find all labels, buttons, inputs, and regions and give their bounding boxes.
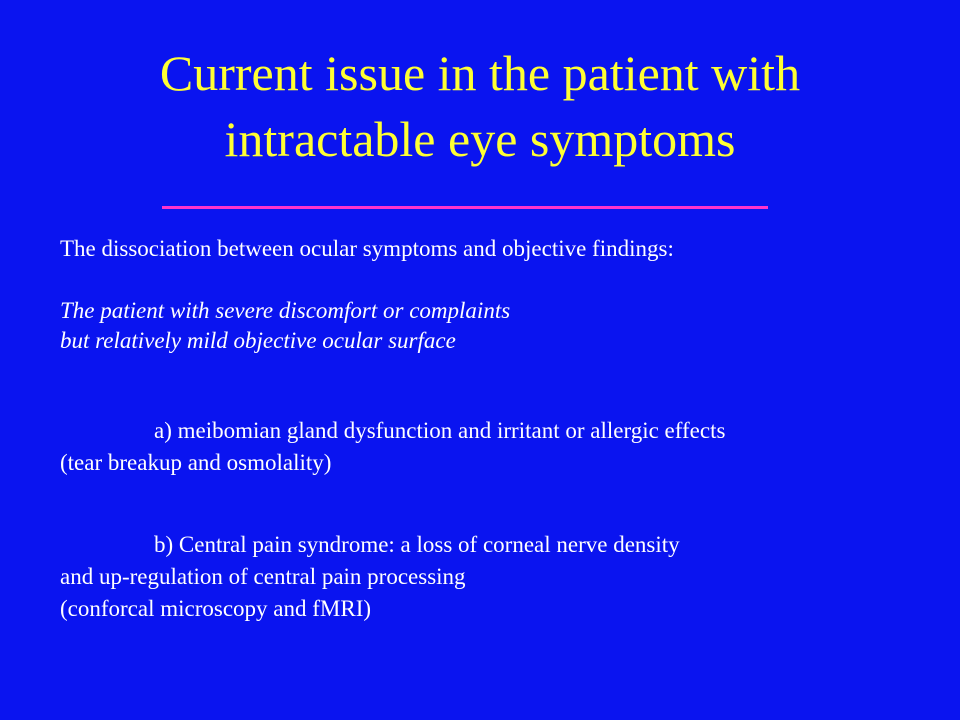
slide-title-line-2: intractable eye symptoms bbox=[224, 111, 736, 167]
title-divider bbox=[162, 206, 768, 209]
point-a-line-2: (tear breakup and osmolality) bbox=[60, 450, 332, 475]
slide-title-line-1: Current issue in the patient with bbox=[159, 45, 801, 101]
point-b-line-1: b) Central pain syndrome: a loss of corneal nerve density bbox=[154, 532, 680, 557]
italic-line-2: but relatively mild objective ocular surface bbox=[60, 328, 456, 353]
point-b-line-2: and up-regulation of central pain processing bbox=[60, 564, 466, 589]
intro-text: The dissociation between ocular symptoms and objective findings: bbox=[60, 236, 674, 261]
point-b-line-3: (conforcal microscopy and fMRI) bbox=[60, 596, 372, 621]
point-a-line-1: a) meibomian gland dysfunction and irritant or allergic effects bbox=[154, 418, 726, 443]
slide-title bbox=[0, 40, 960, 172]
italic-line-1: The patient with severe discomfort or complaints bbox=[60, 298, 511, 323]
